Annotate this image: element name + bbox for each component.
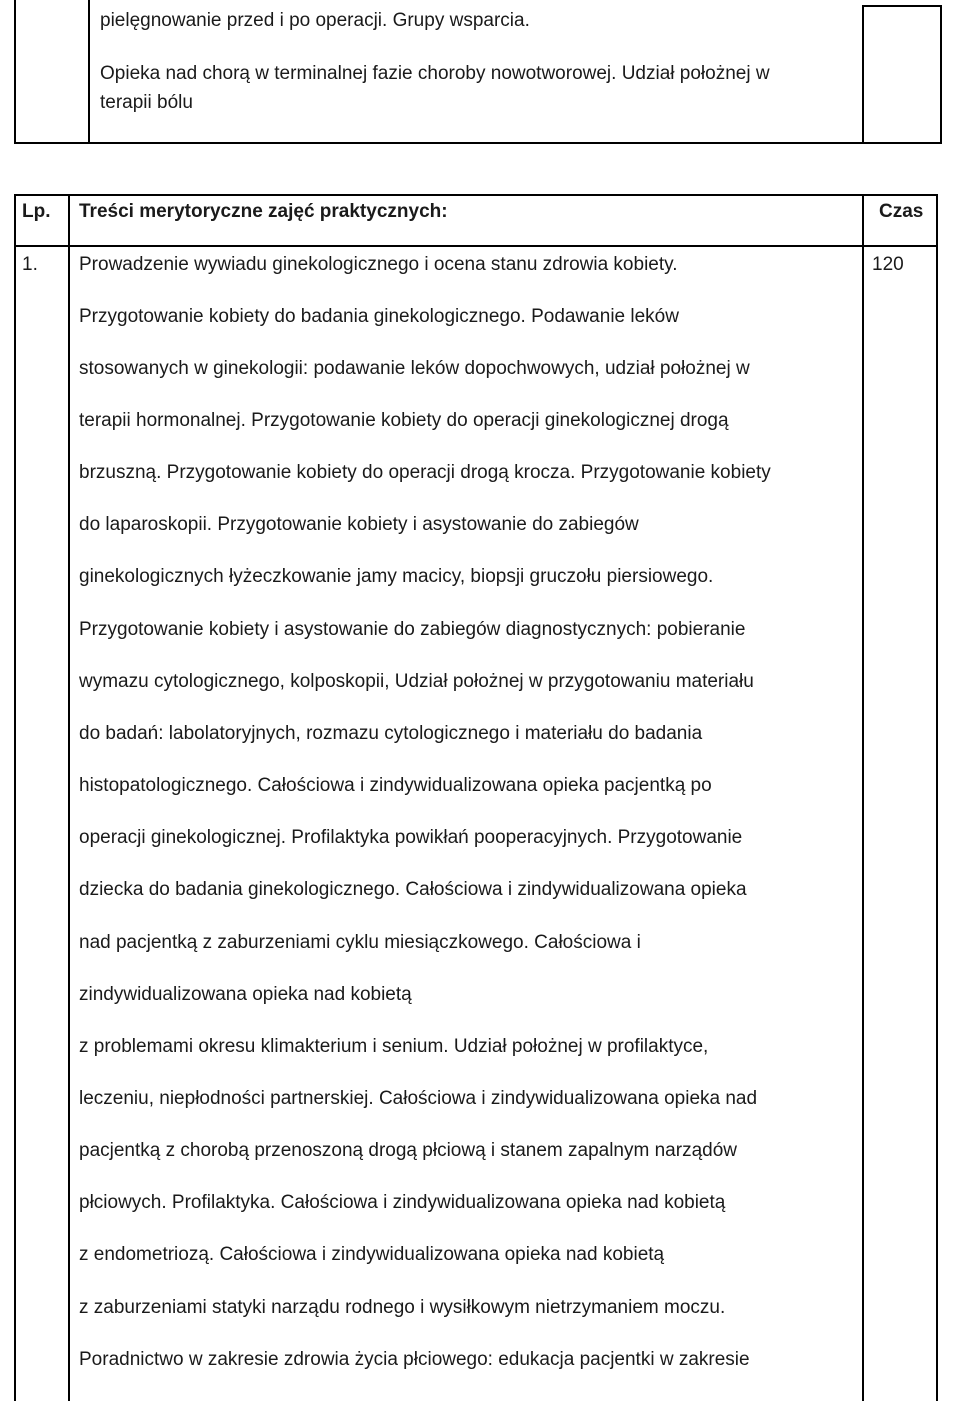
table2-top-border (14, 194, 938, 196)
column-header-content: Treści merytoryczne zajęć praktycznych: (79, 201, 448, 222)
table2-lp-divider (68, 194, 70, 1401)
table1-divider (862, 6, 864, 143)
content-line: dziecka do badania ginekologicznego. Całościowa i zindywidualizowana opieka (79, 879, 747, 900)
content-line: Przygotowanie kobiety i asystowanie do zabiegów diagnostycznych: pobieranie (79, 619, 746, 640)
row-time-value: 120 (872, 254, 904, 275)
table1-left-border (14, 0, 16, 143)
content-line: nad pacjentką z zaburzeniami cyklu miesiączkowego. Całościowa i (79, 932, 641, 953)
content-line: histopatologicznego. Całościowa i zindywidualizowana opieka pacjentką po (79, 775, 712, 796)
content-line: leczeniu, niepłodności partnerskiej. Całościowa i zindywidualizowana opieka nad (79, 1088, 758, 1109)
table1-bottom-border (14, 142, 942, 144)
content-line: terapii hormonalnej. Przygotowanie kobiety do operacji ginekologicznej drogą (79, 410, 729, 431)
table2-left-border (14, 194, 16, 1401)
content-line: płciowych. Profilaktyka. Całościowa i zindywidualizowana opieka nad kobietą (79, 1192, 726, 1213)
column-header-time: Czas (879, 201, 924, 222)
table2-time-divider (862, 194, 864, 1401)
content-line: do badań: labolatoryjnych, rozmazu cytologicznego i materiału do badania (79, 723, 703, 744)
table2-right-border (936, 194, 938, 1401)
table1-text-line: Opieka nad chorą w terminalnej fazie choroby nowotworowej. Udział położnej w (100, 63, 770, 84)
content-line: stosowanych w ginekologii: podawanie leków dopochwowych, udział położnej w (79, 358, 750, 379)
row-number: 1. (22, 254, 38, 275)
table1-text-line: pielęgnowanie przed i po operacji. Grupy wsparcia. (100, 10, 530, 31)
content-line: z problemami okresu klimakterium i senium. Udział położnej w profilaktyce, (79, 1036, 709, 1057)
table2-header-divider (14, 245, 938, 247)
content-line: ginekologicznych łyżeczkowanie jamy macicy, biopsji gruczołu piersiowego. (79, 566, 714, 587)
content-line: z zaburzeniami statyki narządu rodnego i wysiłkowym nietrzymaniem moczu. (79, 1297, 726, 1318)
column-header-lp: Lp. (22, 201, 51, 222)
content-line: Poradnictwo w zakresie zdrowia życia płciowego: edukacja pacjentki w zakresie (79, 1349, 750, 1370)
table1-divider (88, 0, 90, 143)
content-line: z endometriozą. Całościowa i zindywidualizowana opieka nad kobietą (79, 1244, 665, 1265)
content-line: do laparoskopii. Przygotowanie kobiety i asystowanie do zabiegów (79, 514, 639, 535)
content-line: Prowadzenie wywiadu ginekologicznego i ocena stanu zdrowia kobiety. (79, 254, 678, 275)
content-line: operacji ginekologicznej. Profilaktyka powikłań pooperacyjnych. Przygotowanie (79, 827, 743, 848)
content-line: zindywidualizowana opieka nad kobietą (79, 984, 412, 1005)
table1-text-line: terapii bólu (100, 92, 193, 113)
table1-top-border (862, 5, 942, 7)
table1-right-border (940, 6, 942, 143)
content-line: brzuszną. Przygotowanie kobiety do operacji drogą krocza. Przygotowanie kobiety (79, 462, 771, 483)
content-line: Przygotowanie kobiety do badania ginekologicznego. Podawanie leków (79, 306, 679, 327)
content-line: pacjentką z chorobą przenoszoną drogą płciową i stanem zapalnym narządów (79, 1140, 737, 1161)
content-line: wymazu cytologicznego, kolposkopii, Udział położnej w przygotowaniu materiału (79, 671, 754, 692)
